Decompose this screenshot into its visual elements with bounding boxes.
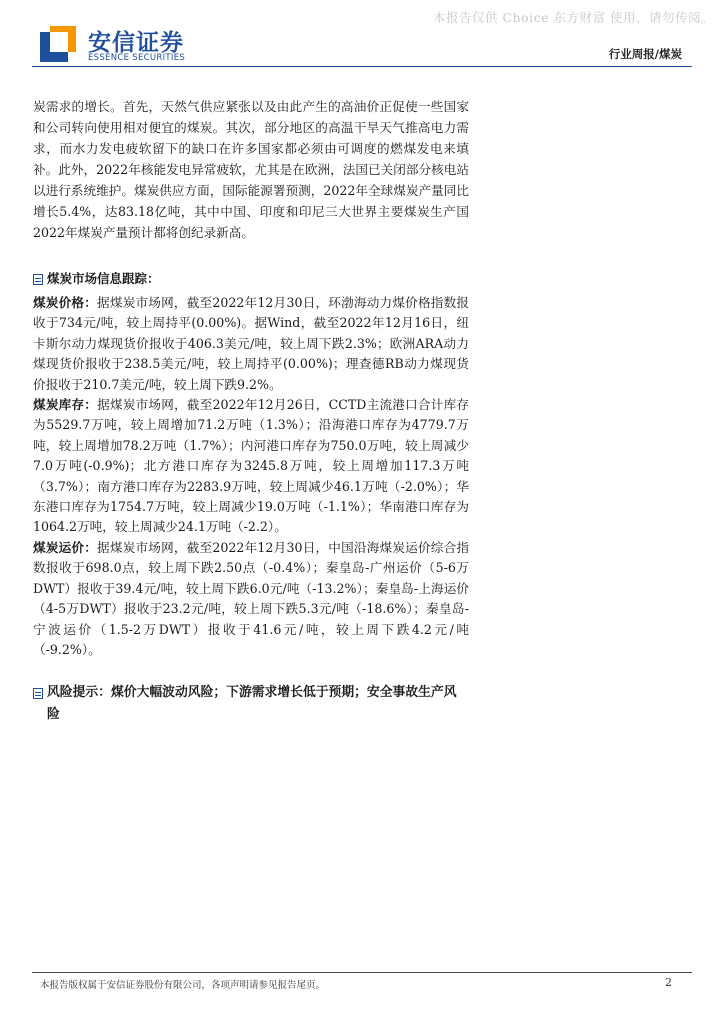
item-lead: 煤炭库存： <box>33 397 98 413</box>
section-bullet-icon <box>33 274 43 285</box>
coal-price-item <box>33 293 469 395</box>
coal-freight-item <box>33 538 469 660</box>
footer-disclaimer: 本报告版权属于安信证券股份有限公司，各项声明请参见报告尾页。 <box>40 980 326 991</box>
footer-divider <box>32 972 692 973</box>
section-heading <box>33 269 469 289</box>
report-body <box>33 96 469 726</box>
brand-logo <box>40 24 240 68</box>
report-category: 行业周报/煤炭 <box>608 47 682 61</box>
page-number: 2 <box>665 976 672 989</box>
watermark: 本报告仅供 Choice 东方财富 使用，请勿传阅。 <box>433 10 714 25</box>
coal-inventory-item <box>33 395 469 538</box>
item-lead: 煤炭价格： <box>33 295 98 310</box>
brand-name-en: ESSENCE SECURITIES <box>88 53 186 63</box>
risk-bullet-icon <box>33 688 43 699</box>
header-divider <box>32 66 692 67</box>
intro-paragraph: 炭需求的增长。首先，天然气供应紧张以及由此产生的高油价正促使一些国家和公司转向使用相对便宜的煤炭。其次，部分地区的高温干旱天气推高电力需求，而水力发电疲软留下的缺口在许多国家都必须由可调度的燃煤发电来填补。此外，2022年核能发电异常疲软，尤其是在欧洲，法国已关闭部分核电站以进行系统维护。煤炭供应方面，国际能源署预测，2022年全球煤炭产量同比增长5.4%，达83.18亿吨，其中中国、印度和印尼三大世界主要煤炭生产国2022年煤炭产量预计都将创纪录新高。 <box>33 99 469 240</box>
item-text: 据煤炭市场网，截至2022年12月30日，环渤海动力煤价格指数报收于734元/吨，较上周持平(0.00%)。据Wind，截至2022年12月16日，纽卡斯尔动力煤现货价报收于406.3美元/吨，较上周下跌2.3%；欧洲ARA动力煤现货价报收于238.5美元/吨，较上周持平(0.00%)；理查德RB动力煤现货价报收于210.7美元/吨，较上周下跌9.2%。 <box>33 295 469 392</box>
item-text: 据煤炭市场网，截至2022年12月26日，CCTD主流港口合计库存为5529.7万吨，较上周增加71.2万吨（1.3%）；沿海港口库存为4779.7万吨，较上周增加78.2万吨（1.7%）；内河港口库存为750.0万吨，较上周减少7.0万吨(-0.9%)；北方港口库存为3245.8万吨，较上周增加117.3万吨（3.7%）；南方港口库存为2283.9万吨，较上周减少46.1万吨（-2.0%）；华东港口库存为1754.7万吨，较上周减少19.0万吨（-1.1%）；华南港口库存为1064.2万吨，较上周减少24.1万吨（-2.2）。 <box>33 397 469 535</box>
risk-warning <box>33 682 469 726</box>
logo-mark-icon <box>40 26 76 62</box>
item-text: 据煤炭市场网，截至2022年12月30日，中国沿海煤炭运价综合指数报收于698.0点，较上周下跌2.50点（-0.4%）；秦皇岛-广州运价（5-6万DWT）报收于39.4元/吨，较上周下跌6.0元/吨（-13.2%）；秦皇岛-上海运价（4-5万DWT）报收于23.2元/吨，较上周下跌5.3元/吨（-18.6%）；秦皇岛-宁波运价（1.5-2万DWT）报收于41.6元/吨，较上周下跌4.2元/吨（-9.2%）。 <box>33 539 469 657</box>
section-title: 煤炭市场信息跟踪： <box>47 271 160 286</box>
risk-text: 风险提示：煤价大幅波动风险；下游需求增长低于预期；安全事故生产风险 <box>47 685 457 723</box>
brand-name-cn: 安信证券 <box>88 30 184 56</box>
item-lead: 煤炭运价： <box>33 539 98 555</box>
